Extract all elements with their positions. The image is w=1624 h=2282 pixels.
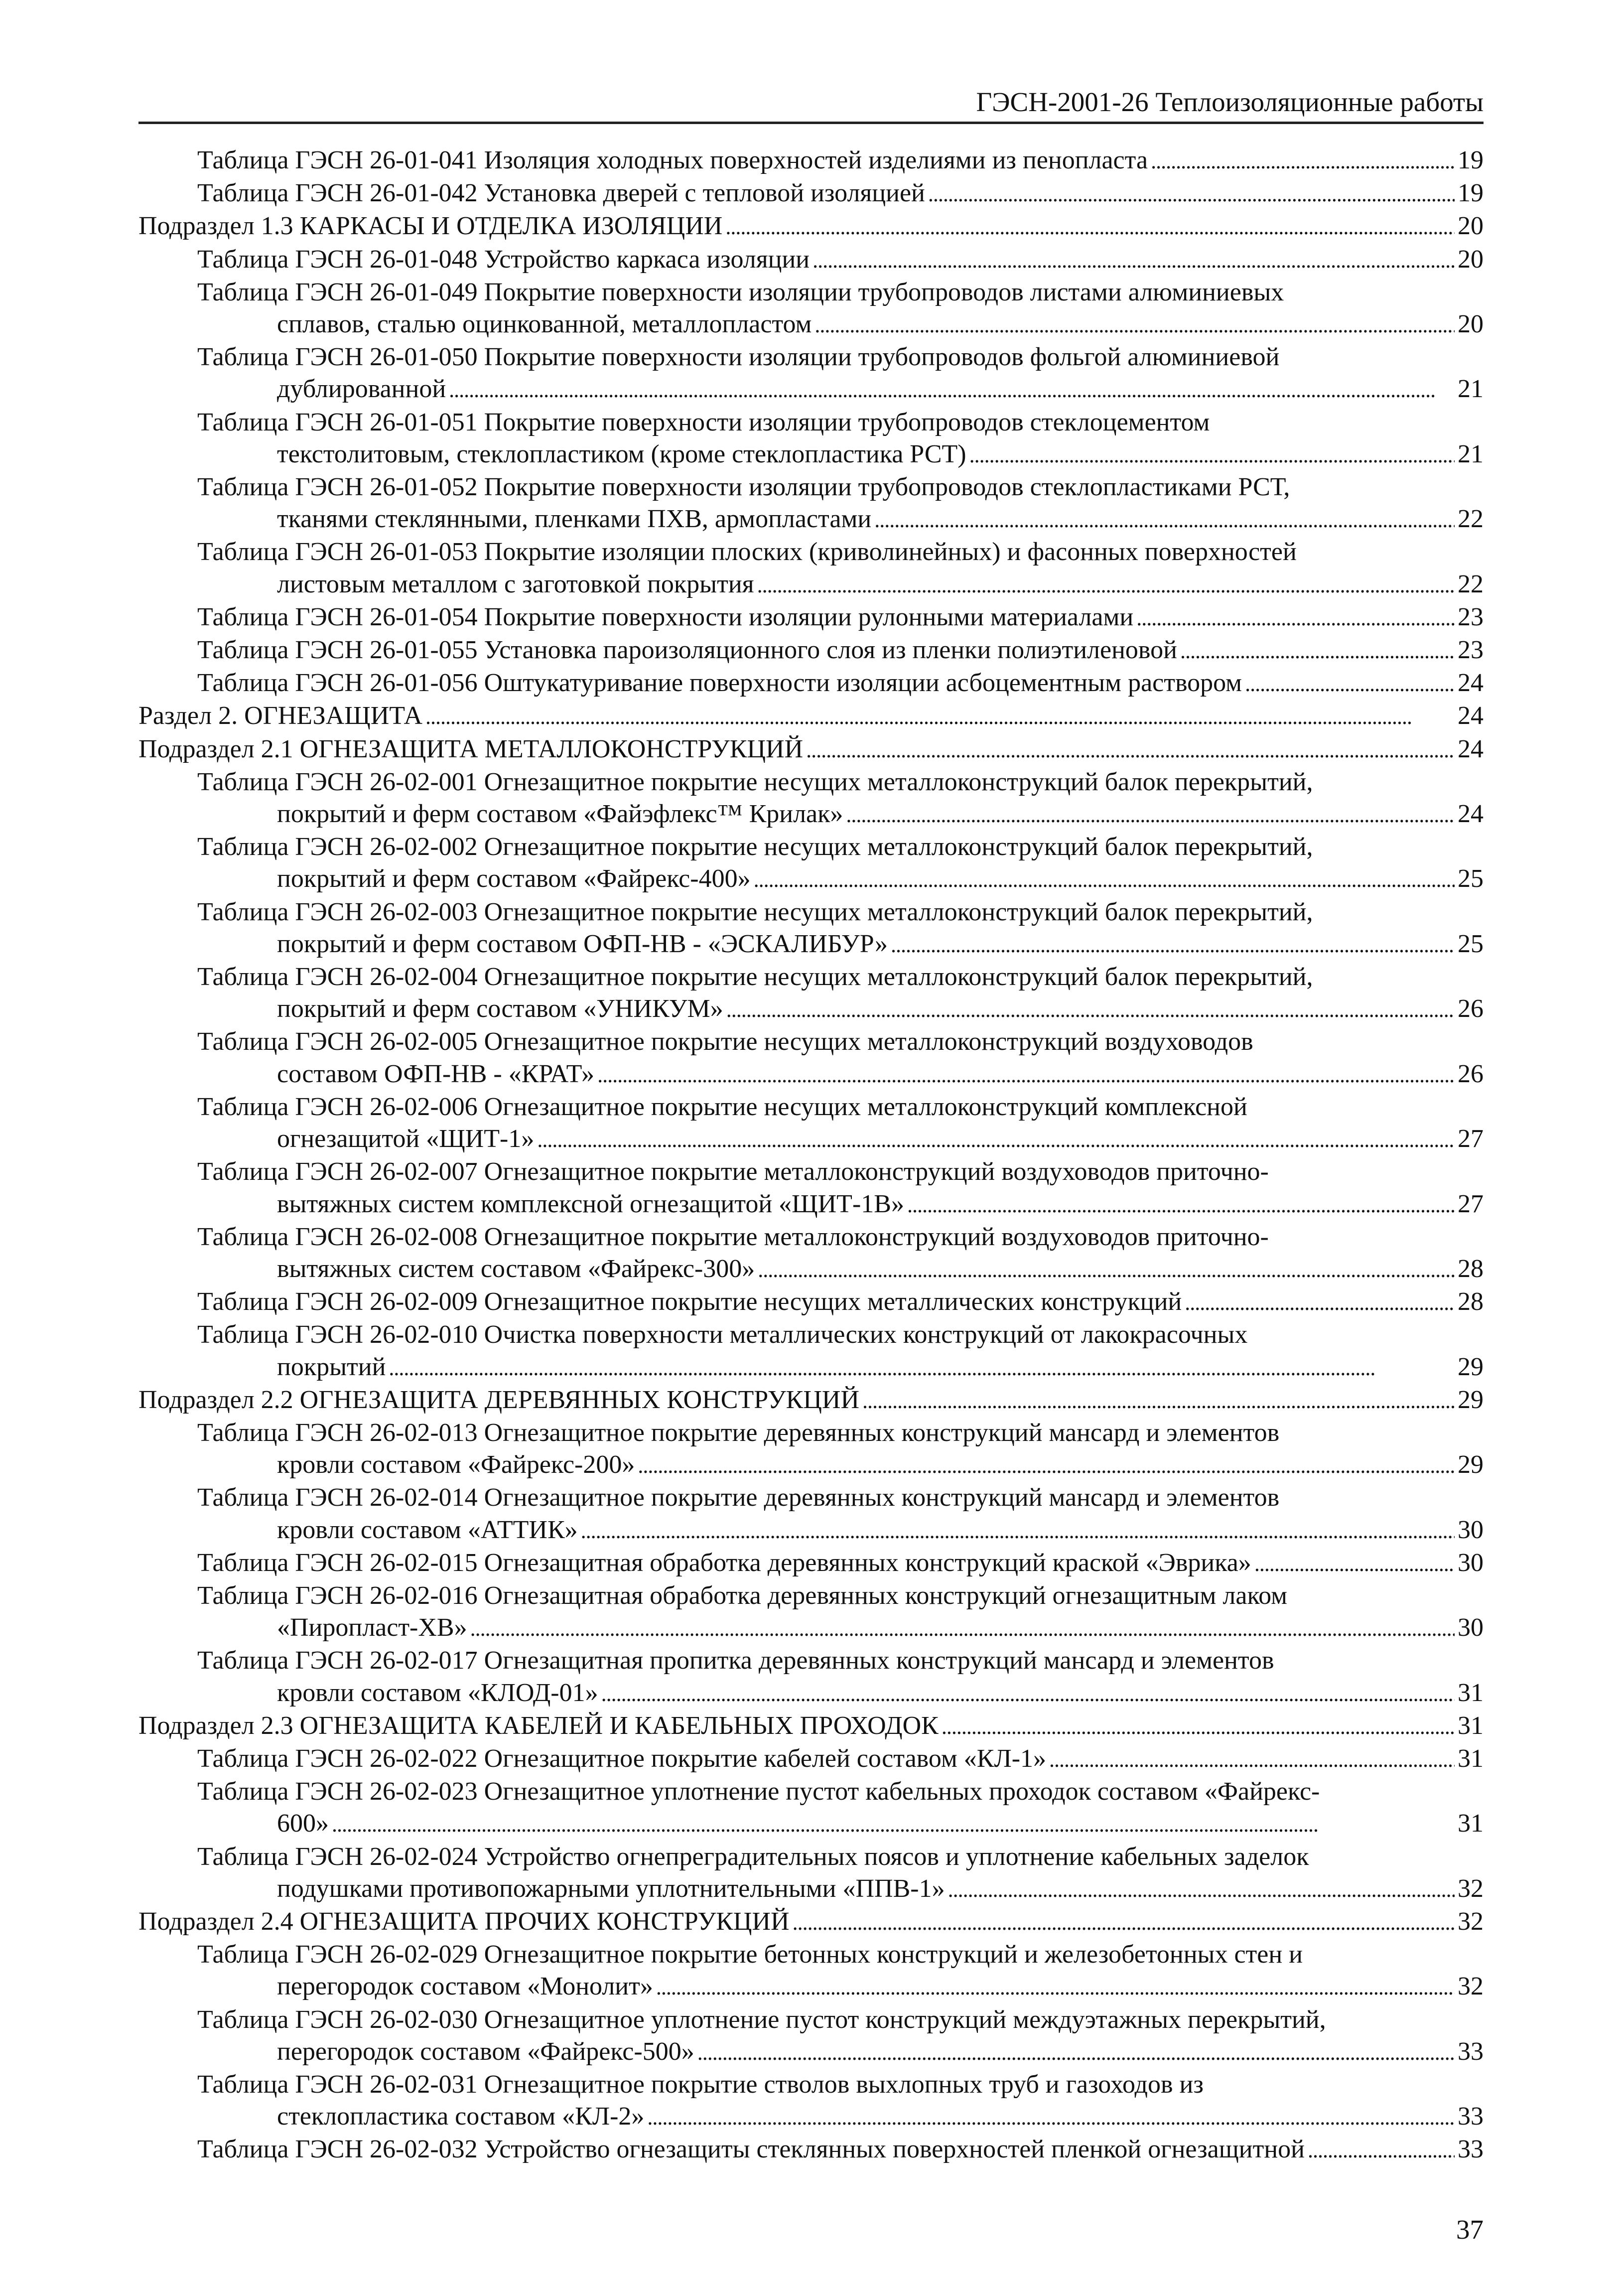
toc-page-number: 26 [1458,995,1484,1023]
toc-entry-title: Таблица ГЭСН 26-02-014 Огнезащитное покрытие деревянных конструкций мансард и элементов [197,1483,1280,1512]
dot-leader [332,1808,1455,1841]
toc-table-entry[interactable] [138,1580,1484,1645]
toc-page-number: 29 [1458,1352,1484,1381]
dot-leader [758,1253,1455,1286]
toc-page-number: 32 [1458,1972,1484,2001]
toc-entry-title: Таблица ГЭСН 26-01-049 Покрытие поверхности изоляции трубопроводов листами алюминиевых [197,278,1284,306]
toc-entry-title: Таблица ГЭСН 26-02-031 Огнезащитное покрытие стволов выхлопных труб и газоходов из [197,2070,1204,2099]
toc-page-number: 25 [1458,929,1484,958]
toc-entry-title: Таблица ГЭСН 26-02-001 Огнезащитное покрытие несущих металлоконструкций балок перекрытий, [197,767,1313,796]
toc-table-entry[interactable] [138,277,1484,341]
toc-entry-title: Подраздел 2.3 ОГНЕЗАЩИТА КАБЕЛЕЙ И КАБЕЛЬНЫХ ПРОХОДОК [138,1711,939,1740]
toc-entry-title: Таблица ГЭСН 26-01-056 Оштукатуривание поверхности изоляции асбоцементным раствором [197,669,1242,698]
toc-table-entry[interactable] [138,144,1484,177]
dot-leader [1254,1547,1455,1580]
dot-leader [793,1906,1455,1939]
toc-section-entry[interactable] [138,733,1484,766]
toc-page-number: 20 [1458,245,1484,274]
toc-section-entry[interactable] [138,1906,1484,1939]
toc-entry-title: Подраздел 2.1 ОГНЕЗАЩИТА МЕТАЛЛОКОНСТРУКЦИЙ [138,734,804,763]
toc-entry-title: кровли составом «АТТИК» [277,1515,578,1544]
toc-page-number: 23 [1458,602,1484,631]
toc-table-entry[interactable] [138,2134,1484,2166]
toc-page-number: 31 [1458,1678,1484,1707]
toc-table-entry[interactable] [138,1286,1484,1319]
dot-leader [1308,2134,1455,2166]
dot-leader [449,373,1455,406]
toc-entry-title: Таблица ГЭСН 26-02-016 Огнезащитная обработка деревянных конструкций огнезащитным лаком [197,1581,1287,1610]
toc-section-entry[interactable] [138,210,1484,243]
toc-section-entry[interactable] [138,1710,1484,1743]
header-rule [138,122,1484,124]
toc-table-entry[interactable] [138,1319,1484,1384]
toc-page-number: 30 [1458,1613,1484,1642]
dot-leader [862,1384,1455,1417]
toc-page-number: 21 [1458,375,1484,404]
toc-page-number: 30 [1458,1548,1484,1577]
toc-entry-title: Таблица ГЭСН 26-02-006 Огнезащитное покрытие несущих металлоконструкций комплексной [197,1092,1247,1121]
toc-page-number: 29 [1458,1385,1484,1414]
dot-leader [1151,144,1455,177]
toc-table-entry[interactable] [138,1776,1484,1841]
toc-entry-title: Таблица ГЭСН 26-01-051 Покрытие поверхности изоляции трубопроводов стеклоцементом [197,408,1210,436]
toc-table-entry[interactable] [138,536,1484,601]
toc-entry-title: покрытий и ферм составом «Файрекс-400» [277,864,751,893]
toc-table-entry[interactable] [138,177,1484,210]
toc-page-number: 28 [1458,1254,1484,1283]
toc-entry-title: Подраздел 1.3 КАРКАСЫ И ОТДЕЛКА ИЗОЛЯЦИИ [138,212,723,241]
toc-entry-title: кровли составом «Файрекс-200» [277,1450,635,1479]
toc-table-entry[interactable] [138,1091,1484,1156]
toc-entry-title: перегородок составом «Файрекс-500» [277,2037,694,2066]
toc-entry-title: Таблица ГЭСН 26-02-005 Огнезащитное покрытие несущих металлоконструкций воздуховодов [197,1027,1253,1056]
toc-page-number: 25 [1458,864,1484,893]
toc-page-number: 31 [1458,1809,1484,1838]
toc-page-number: 33 [1458,2037,1484,2066]
toc-entry-title: Таблица ГЭСН 26-01-050 Покрытие поверхности изоляции трубопроводов фольгой алюминиевой [197,343,1280,372]
toc-entry-title: составом ОФП-НВ - «КРАТ» [277,1059,595,1088]
toc-page-number: 22 [1458,505,1484,534]
toc-entry-title: покрытий и ферм составом ОФП-НВ - «ЭСКАЛИБУР» [277,929,888,958]
toc-page-number: 26 [1458,1059,1484,1088]
toc-entry-title: покрытий и ферм составом «Файэфлекс™ Крилак» [277,800,843,829]
toc-section-entry[interactable] [138,700,1484,733]
toc-entry-title: Таблица ГЭСН 26-01-048 Устройство каркаса изоляции [197,245,810,274]
toc-entry-title: кровли составом «КЛОД-01» [277,1678,598,1707]
dot-leader [1245,667,1455,700]
toc-entry-title: огнезащитой «ЩИТ-1» [277,1125,535,1153]
toc-table-entry[interactable] [138,601,1484,634]
toc-table-entry[interactable] [138,341,1484,406]
toc-page-number: 27 [1458,1189,1484,1218]
toc-table-entry[interactable] [138,244,1484,277]
dot-leader [638,1449,1455,1482]
toc-entry-title: Таблица ГЭСН 26-02-010 Очистка поверхности металлических конструкций от лакокрасочных [197,1320,1248,1349]
toc-entry-title: «Пиропласт-ХВ» [277,1613,467,1642]
toc-entry-title: Таблица ГЭСН 26-02-029 Огнезащитное покрытие бетонных конструкций и железобетонных стен и [197,1940,1303,1969]
dot-leader [948,1873,1455,1906]
toc-page-number: 20 [1458,212,1484,241]
toc-page-number: 33 [1458,2102,1484,2131]
toc-table-entry[interactable] [138,634,1484,667]
dot-leader [425,700,1455,733]
toc-entry-title: Таблица ГЭСН 26-02-022 Огнезащитное покрытие кабелей составом «КЛ-1» [197,1744,1047,1773]
toc-entry-title: Таблица ГЭСН 26-02-008 Огнезащитное покрытие металлоконструкций воздуховодов приточно- [197,1222,1269,1251]
dot-leader [812,244,1455,277]
toc-page-number: 24 [1458,800,1484,829]
toc-entry-title: Таблица ГЭСН 26-02-023 Огнезащитное уплотнение пустот кабельных проходок составом «Файрекс- [197,1777,1320,1806]
dot-leader [697,2036,1455,2069]
toc-entry-title: вытяжных систем комплексной огнезащитой «ЩИТ-1В» [277,1189,904,1218]
dot-leader [597,1058,1455,1091]
toc-entry-title: сплавов, сталью оцинкованной, металлопластом [277,310,812,339]
dot-leader [891,928,1455,961]
toc-table-entry[interactable] [138,1482,1484,1547]
toc-table-entry[interactable] [138,667,1484,700]
toc-entry-title: Таблица ГЭСН 26-01-054 Покрытие поверхности изоляции рулонными материалами [197,602,1134,631]
toc-page-number: 30 [1458,1515,1484,1544]
toc-page-number: 33 [1458,2135,1484,2164]
page-number: 37 [1456,2214,1484,2245]
toc-page-number: 23 [1458,636,1484,665]
dot-leader [389,1351,1455,1384]
dot-leader [647,2101,1455,2134]
running-header: ГЭСН-2001-26 Теплоизоляционные работы [976,87,1484,117]
dot-leader [470,1612,1455,1645]
toc-entry-title: стеклопластика составом «КЛ-2» [277,2102,645,2131]
toc-table-entry[interactable] [138,1547,1484,1580]
toc-page-number: 21 [1458,439,1484,468]
dot-leader [754,863,1455,896]
dot-leader [757,569,1455,601]
dot-leader [1136,601,1455,634]
dot-leader [1049,1743,1455,1776]
toc-entry-title: покрытий [277,1352,386,1381]
toc-entry-title: перегородок составом «Монолит» [277,1972,653,2001]
toc-table-entry[interactable] [138,831,1484,896]
toc-entry-title: тканями стеклянными, пленками ПХВ, армопластами [277,505,872,534]
toc-page-number: 19 [1458,179,1484,208]
toc-entry-title: подушками противопожарными уплотнительными «ППВ-1» [277,1874,945,1903]
toc-table-entry[interactable] [138,1743,1484,1776]
dot-leader [1185,1286,1455,1319]
toc-entry-title: Таблица ГЭСН 26-01-042 Установка дверей с тепловой изоляцией [197,179,925,208]
toc-table-entry[interactable] [138,1221,1484,1286]
toc-entry-title: листовым металлом с заготовкой покрытия [277,570,754,598]
toc-page-number: 31 [1458,1744,1484,1773]
toc-table-entry[interactable] [138,2069,1484,2134]
dot-leader [969,438,1455,471]
dot-leader [1180,634,1455,667]
toc-entry-title: дублированной [277,375,446,404]
toc-table-entry[interactable] [138,1841,1484,1906]
toc-entry-title: Таблица ГЭСН 26-02-007 Огнезащитное покрытие металлоконструкций воздуховодов приточно- [197,1157,1269,1186]
toc-page-number: 24 [1458,734,1484,763]
toc-table-entry[interactable] [138,1026,1484,1091]
dot-leader [907,1188,1455,1221]
dot-leader [874,503,1455,536]
toc-page-number: 24 [1458,702,1484,730]
toc-table-entry[interactable] [138,961,1484,1026]
toc-table-entry[interactable] [138,1645,1484,1710]
toc-table-entry[interactable] [138,766,1484,831]
toc-entry-title: покрытий и ферм составом «УНИКУМ» [277,995,723,1023]
table-of-contents [138,144,1484,2167]
toc-page-number: 20 [1458,310,1484,339]
toc-entry-title: Таблица ГЭСН 26-01-041 Изоляция холодных поверхностей изделиями из пенопласта [197,146,1148,174]
dot-leader [725,210,1455,243]
toc-entry-title: Подраздел 2.2 ОГНЕЗАЩИТА ДЕРЕВЯННЫХ КОНСТРУКЦИЙ [138,1385,860,1414]
dot-leader [726,993,1455,1026]
toc-entry-title: Таблица ГЭСН 26-02-015 Огнезащитная обработка деревянных конструкций краской «Эврика» [197,1548,1251,1577]
toc-entry-title: Таблица ГЭСН 26-02-004 Огнезащитное покрытие несущих металлоконструкций балок перекрытий, [197,963,1313,992]
toc-entry-title: Таблица ГЭСН 26-02-003 Огнезащитное покрытие несущих металлоконструкций балок перекрытий, [197,897,1313,926]
toc-entry-title: Таблица ГЭСН 26-01-053 Покрытие изоляции плоских (криволинейных) и фасонных поверхностей [197,538,1297,567]
toc-entry-title: Таблица ГЭСН 26-02-032 Устройство огнезащиты стеклянных поверхностей пленкой огнезащитной [197,2135,1305,2164]
toc-table-entry[interactable] [138,1417,1484,1482]
toc-page-number: 28 [1458,1287,1484,1316]
toc-entry-title: Таблица ГЭСН 26-02-002 Огнезащитное покрытие несущих металлоконструкций балок перекрытий, [197,833,1313,861]
toc-table-entry[interactable] [138,407,1484,471]
toc-section-entry[interactable] [138,1384,1484,1417]
toc-page-number: 29 [1458,1450,1484,1479]
toc-entry-title: Таблица ГЭСН 26-02-009 Огнезащитное покрытие несущих металлических конструкций [197,1287,1182,1316]
dot-leader [581,1514,1455,1547]
toc-page-number: 19 [1458,146,1484,174]
toc-entry-title: Таблица ГЭСН 26-02-024 Устройство огнепреградительных поясов и уплотнение кабельных заделок [197,1842,1309,1871]
toc-entry-title: вытяжных систем составом «Файрекс-300» [277,1254,755,1283]
toc-page-number: 27 [1458,1125,1484,1153]
toc-entry-title: Подраздел 2.4 ОГНЕЗАЩИТА ПРОЧИХ КОНСТРУКЦИЙ [138,1907,790,1936]
dot-leader [537,1123,1455,1156]
toc-page-number: 31 [1458,1711,1484,1740]
toc-page-number: 32 [1458,1874,1484,1903]
dot-leader [928,177,1455,210]
toc-table-entry[interactable] [138,896,1484,961]
toc-entry-title: Таблица ГЭСН 26-02-013 Огнезащитное покрытие деревянных конструкций мансард и элементов [197,1418,1280,1447]
toc-entry-title: Раздел 2. ОГНЕЗАЩИТА [138,702,422,730]
toc-page-number: 32 [1458,1907,1484,1936]
dot-leader [656,1971,1455,2003]
toc-table-entry[interactable] [138,1156,1484,1221]
toc-page-number: 22 [1458,570,1484,598]
toc-entry-title: 600» [277,1809,329,1838]
dot-leader [846,798,1455,831]
dot-leader [814,308,1455,341]
dot-leader [806,733,1455,766]
toc-table-entry[interactable] [138,471,1484,536]
dot-leader [601,1677,1455,1710]
toc-entry-title: Таблица ГЭСН 26-01-055 Установка пароизоляционного слоя из пленки полиэтиленовой [197,636,1177,665]
toc-entry-title: Таблица ГЭСН 26-02-017 Огнезащитная пропитка деревянных конструкций мансард и элементов [197,1646,1274,1675]
toc-entry-title: Таблица ГЭСН 26-01-052 Покрытие поверхности изоляции трубопроводов стеклопластиками РСТ, [197,473,1290,502]
toc-page-number: 24 [1458,669,1484,698]
toc-entry-title: текстолитовым, стеклопластиком (кроме стеклопластика РСТ) [277,439,966,468]
toc-table-entry[interactable] [138,2004,1484,2069]
toc-entry-title: Таблица ГЭСН 26-02-030 Огнезащитное уплотнение пустот конструкций междуэтажных перекрытий, [197,2005,1326,2034]
dot-leader [942,1710,1455,1743]
toc-table-entry[interactable] [138,1939,1484,2003]
